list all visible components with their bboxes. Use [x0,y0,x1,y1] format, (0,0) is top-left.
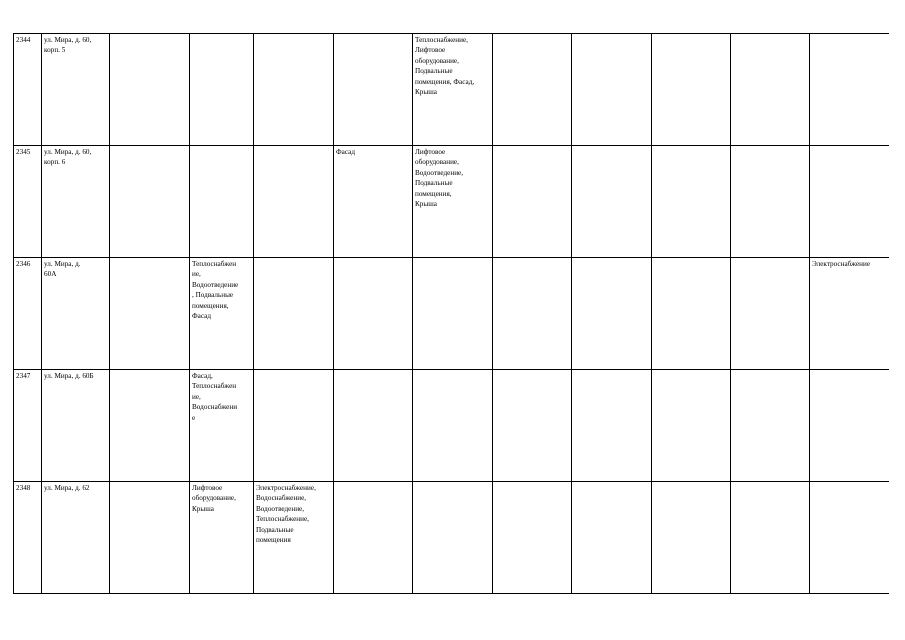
work-type-cell [572,370,652,482]
work-type-cell [110,146,190,258]
work-type-cell [810,482,889,594]
work-type-cell [413,258,493,370]
work-type-cell [810,146,889,258]
work-type-cell: Электроснабжение, Водоснабжение, Водоотведение, Теплоснабжение, Подвальные помещения [254,482,334,594]
address-cell: ул. Мира, д. 62 [42,482,110,594]
work-type-cell [731,146,810,258]
row-number-cell: 2348 [14,482,42,594]
work-type-cell [652,258,731,370]
row-number-cell: 2346 [14,258,42,370]
work-type-cell [334,370,413,482]
work-type-cell [572,34,652,146]
work-type-cell [254,370,334,482]
work-type-cell: Теплоснабжен ие, Водоотведение , Подвальные помещения, Фасад [190,258,254,370]
address-cell: ул. Мира, д. 60А [42,258,110,370]
table-row [14,146,889,258]
work-type-cell [731,370,810,482]
buildings-table [13,33,889,594]
work-type-cell [493,258,572,370]
work-type-cell [254,34,334,146]
table-body [14,34,889,594]
work-type-cell [254,258,334,370]
work-type-cell [652,482,731,594]
work-type-cell [810,34,889,146]
work-type-cell: Электроснабжение [810,258,889,370]
work-type-cell [572,258,652,370]
work-type-cell [652,34,731,146]
address-cell: ул. Мира, д. 60, корп. 6 [42,146,110,258]
work-type-cell [731,34,810,146]
table-row [14,482,889,594]
work-type-cell [652,146,731,258]
work-type-cell [731,258,810,370]
table-row [14,258,889,370]
work-type-cell [334,34,413,146]
work-type-cell [413,482,493,594]
row-number-cell: 2345 [14,146,42,258]
work-type-cell [413,370,493,482]
work-type-cell: Теплоснабжение, Лифтовое оборудование, Подвальные помещения, Фасад, Крыша [413,34,493,146]
work-type-cell: Лифтовое оборудование, Водоотведение, Подвальные помещения, Крыша [413,146,493,258]
work-type-cell [572,146,652,258]
work-type-cell [110,34,190,146]
row-number-cell: 2347 [14,370,42,482]
work-type-cell [493,482,572,594]
work-type-cell: Фасад, Теплоснабжен ие, Водоснабжени е [190,370,254,482]
work-type-cell: Фасад [334,146,413,258]
work-type-cell [334,482,413,594]
table-row [14,370,889,482]
work-type-cell [652,370,731,482]
work-type-cell [190,146,254,258]
row-number-cell: 2344 [14,34,42,146]
work-type-cell [110,370,190,482]
address-cell: ул. Мира, д. 60Б [42,370,110,482]
work-type-cell [493,146,572,258]
work-type-cell: Лифтовое оборудование, Крыша [190,482,254,594]
work-type-cell [731,482,810,594]
work-type-cell [810,370,889,482]
work-type-cell [493,34,572,146]
work-type-cell [110,258,190,370]
work-type-cell [493,370,572,482]
work-type-cell [254,146,334,258]
address-cell: ул. Мира, д. 60, корп. 5 [42,34,110,146]
table-row [14,34,889,146]
work-type-cell [334,258,413,370]
work-type-cell [190,34,254,146]
work-type-cell [572,482,652,594]
work-type-cell [110,482,190,594]
